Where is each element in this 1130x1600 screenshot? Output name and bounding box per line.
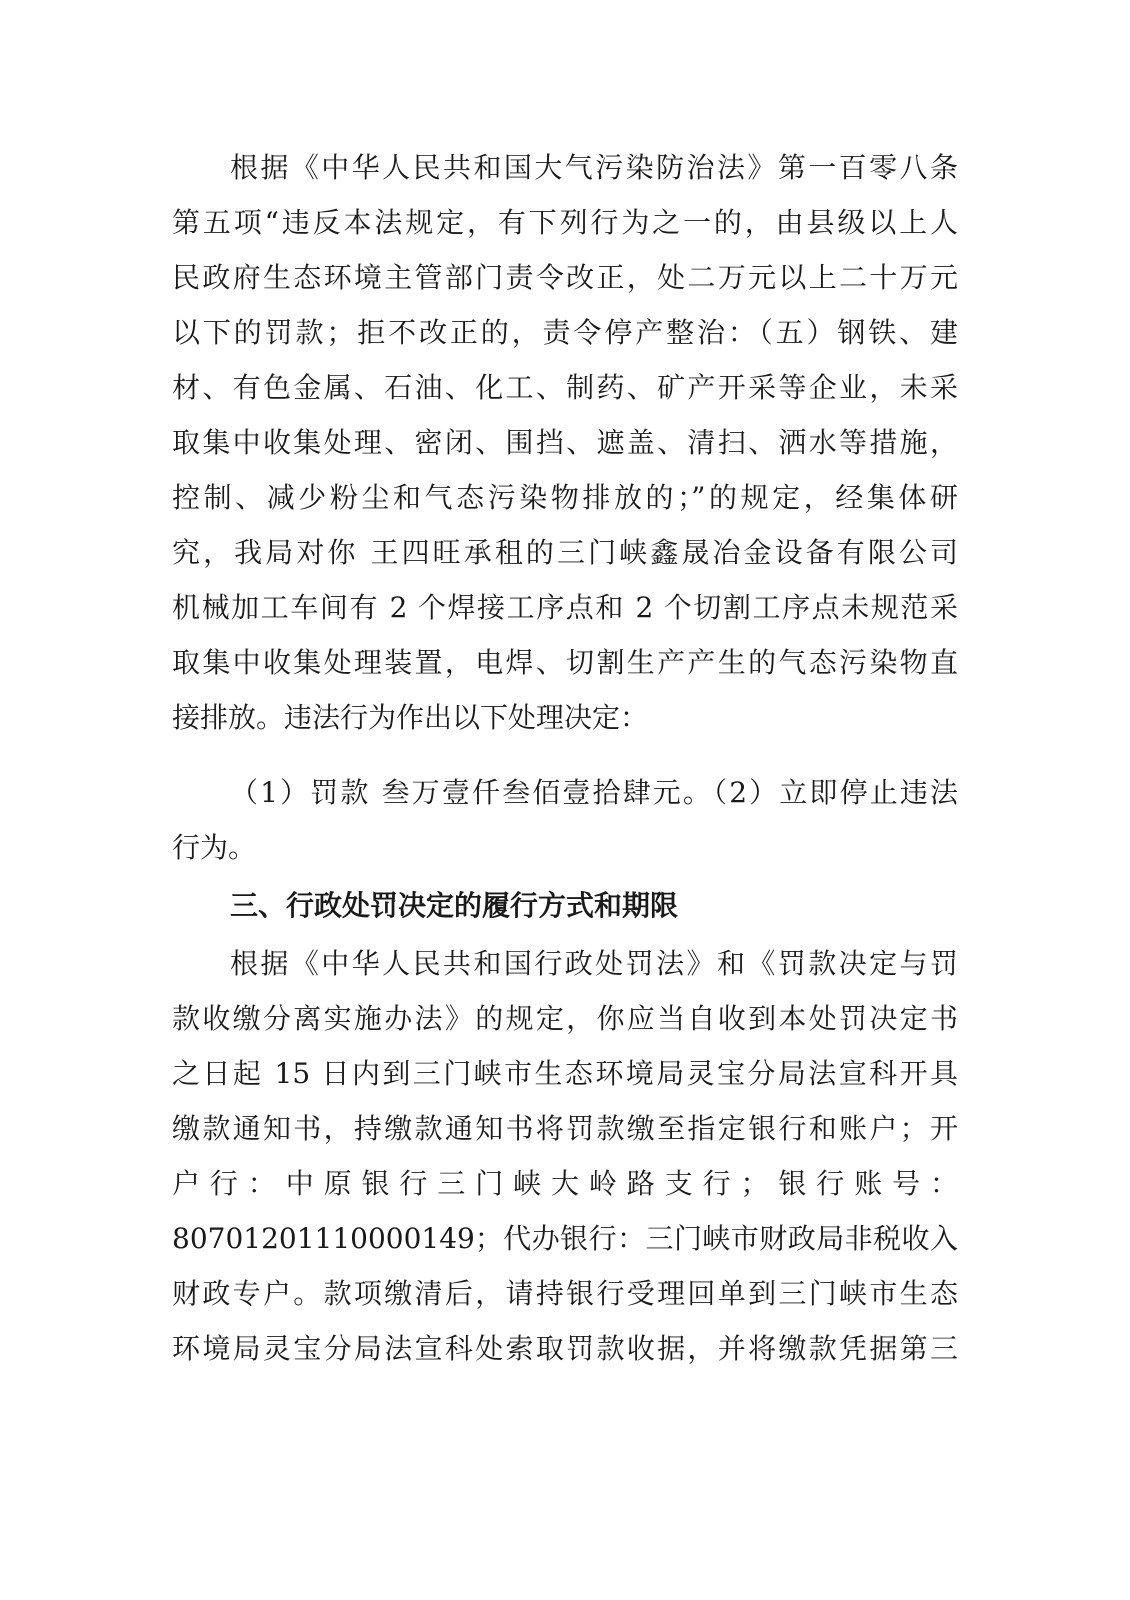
paragraph-line: 控制、减少粉尘和气态污染物排放的；”的规定，经集体研 (172, 481, 958, 514)
paragraph-line: （1）罚款 叁万壹仟叁佰壹拾肆元。（2）立即停止违法 (230, 776, 958, 809)
paragraph-line: 行为。 (172, 831, 257, 864)
paragraph-line: 款收缴分离实施办法》的规定，你应当自收到本处罚决定书 (172, 1002, 958, 1035)
paragraph-line: 究，我局对你 王四旺承租的三门峡鑫晟冶金设备有限公司 (172, 536, 958, 569)
paragraph-line: 接排放。违法行为作出以下处理决定： (172, 701, 649, 734)
section-heading: 三、行政处罚决定的履行方式和期限 (230, 889, 679, 922)
paragraph-line: 第五项“违反本法规定，有下列行为之一的，由县级以上人 (172, 206, 958, 239)
paragraph-line: 之日起 15 日内到三门峡市生态环境局灵宝分局法宣科开具 (172, 1057, 958, 1090)
paragraph-line: 80701201110000149；代办银行：三门峡市财政局非税收入 (172, 1222, 958, 1255)
paragraph-line: 取集中收集处理装置，电焊、切割生产产生的气态污染物直 (172, 646, 958, 679)
paragraph-line: 根据《中华人民共和国行政处罚法》和《罚款决定与罚 (230, 947, 958, 980)
paragraph-line: 取集中收集处理、密闭、围挡、遮盖、清扫、洒水等措施， (172, 426, 958, 459)
paragraph-line: 机械加工车间有 2 个焊接工序点和 2 个切割工序点未规范采 (172, 591, 958, 624)
paragraph-line: 户行：中原银行三门峡大岭路支行；银行账号： (172, 1167, 958, 1200)
paragraph-line: 环境局灵宝分局法宣科处索取罚款收据，并将缴款凭据第三 (172, 1332, 958, 1365)
paragraph-line: 材、有色金属、石油、化工、制药、矿产开采等企业，未采 (172, 371, 958, 404)
paragraph-line: 以下的罚款；拒不改正的，责令停产整治：（五）钢铁、建 (172, 316, 958, 349)
paragraph-line: 财政专户。款项缴清后，请持银行受理回单到三门峡市生态 (172, 1277, 958, 1310)
paragraph-line: 根据《中华人民共和国大气污染防治法》第一百零八条 (230, 151, 958, 184)
paragraph-line: 缴款通知书，持缴款通知书将罚款缴至指定银行和账户；开 (172, 1112, 958, 1145)
paragraph-line: 民政府生态环境主管部门责令改正，处二万元以上二十万元 (172, 261, 958, 294)
